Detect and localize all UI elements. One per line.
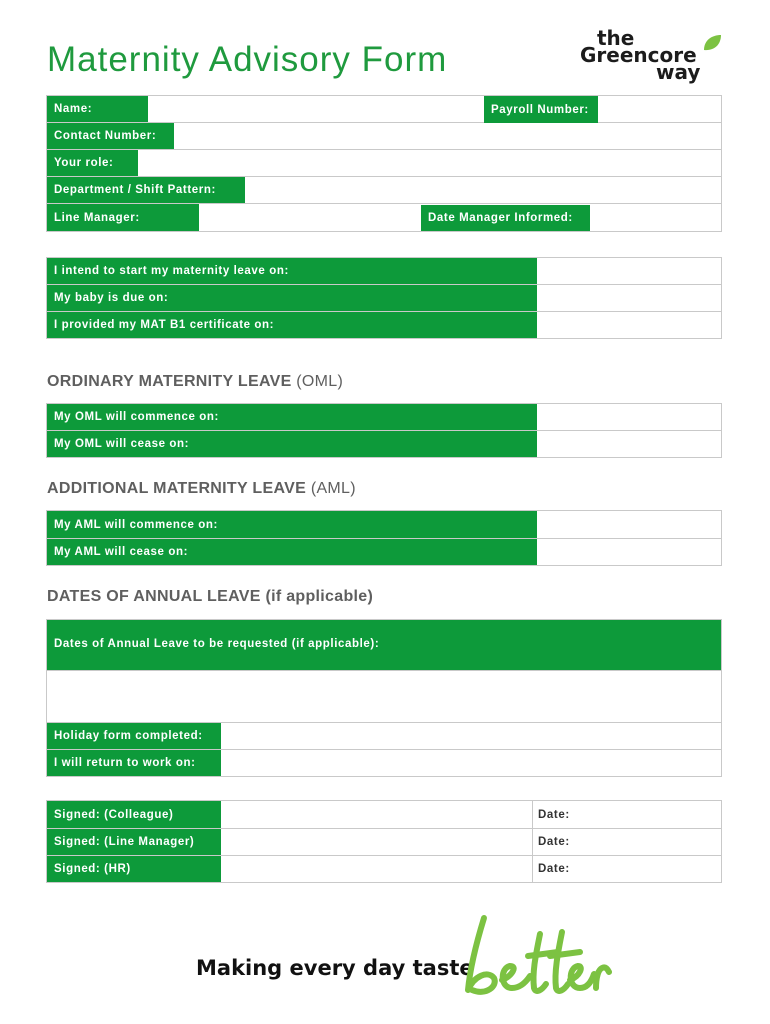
holiday-form-label: Holiday form completed: [47, 723, 221, 749]
date-line-manager-label: Date: [538, 836, 570, 848]
date-colleague-label: Date: [538, 808, 570, 821]
date-hr-field[interactable] [580, 856, 721, 882]
aml-heading [47, 480, 356, 498]
oml-heading-rest: (OML) [291, 373, 344, 390]
oml-commence-field[interactable] [537, 404, 721, 430]
payroll-label: Payroll Number: [484, 96, 598, 123]
baby-due-label: My baby is due on: [47, 285, 537, 311]
sign-colleague-label: Signed: (Colleague) [47, 801, 221, 828]
annual-requested-label: Dates of Annual Leave to be requested (if applicable): [47, 620, 721, 670]
date-colleague-field[interactable] [580, 801, 721, 828]
aml-commence-field[interactable] [537, 511, 721, 538]
return-work-label: I will return to work on: [47, 750, 221, 776]
aml-heading-rest: (AML) [306, 480, 356, 497]
aml-cease-label: My AML will cease on: [47, 539, 537, 565]
aml-cease-field[interactable] [537, 539, 721, 565]
aml-heading-bold: ADDITIONAL MATERNITY LEAVE [47, 480, 307, 497]
annual-dates-field[interactable] [47, 671, 721, 722]
sign-line-manager-label: Signed: (Line Manager) [47, 829, 221, 855]
aml-commence-label: My AML will commence on: [47, 511, 537, 538]
sign-colleague-field[interactable] [221, 801, 531, 828]
name-field[interactable] [148, 96, 483, 122]
date-line-manager-field[interactable] [580, 829, 721, 855]
annual-heading [47, 588, 373, 606]
name-label: Name: [47, 96, 148, 122]
annual-heading-bold: DATES OF ANNUAL LEAVE [47, 588, 261, 605]
baby-due-field[interactable] [537, 285, 721, 311]
leaf-icon [702, 34, 722, 52]
department-field[interactable] [245, 177, 721, 203]
oml-heading-bold: ORDINARY MATERNITY LEAVE [47, 373, 292, 390]
sign-hr-label: Signed: (HR) [47, 856, 221, 882]
annual-heading-rest: (if applicable) [260, 588, 374, 605]
contact-label: Contact Number: [47, 123, 174, 149]
matb1-label: I provided my MAT B1 certificate on: [47, 312, 537, 338]
payroll-field[interactable] [598, 96, 721, 122]
return-work-field[interactable] [221, 750, 721, 776]
footer-tagline: Making every day taste [196, 956, 474, 980]
oml-cease-label: My OML will cease on: [47, 431, 537, 457]
logo-line-2: Greencore [580, 43, 697, 67]
role-label: Your role: [47, 150, 138, 176]
logo-line-1: the [597, 26, 635, 50]
oml-commence-label: My OML will commence on: [47, 404, 537, 430]
logo-line-3: way [656, 60, 701, 84]
holiday-form-field[interactable] [221, 723, 721, 749]
line-manager-field[interactable] [199, 204, 420, 231]
contact-field[interactable] [174, 123, 721, 149]
line-manager-label: Line Manager: [47, 204, 199, 231]
date-hr-label: Date: [538, 863, 570, 875]
start-leave-field[interactable] [537, 258, 721, 284]
sign-line-manager-field[interactable] [221, 829, 531, 855]
date-manager-field[interactable] [590, 204, 721, 231]
greencore-logo [580, 26, 730, 88]
oml-cease-field[interactable] [537, 431, 721, 457]
oml-heading [47, 373, 343, 391]
page-title: Maternity Advisory Form [47, 40, 448, 79]
department-label: Department / Shift Pattern: [47, 177, 245, 203]
sign-hr-field[interactable] [221, 856, 531, 882]
role-field[interactable] [138, 150, 721, 176]
better-script-logo [462, 914, 612, 1004]
matb1-field[interactable] [537, 312, 721, 338]
date-manager-label: Date Manager Informed: [421, 205, 590, 231]
start-leave-label: I intend to start my maternity leave on: [47, 258, 537, 284]
